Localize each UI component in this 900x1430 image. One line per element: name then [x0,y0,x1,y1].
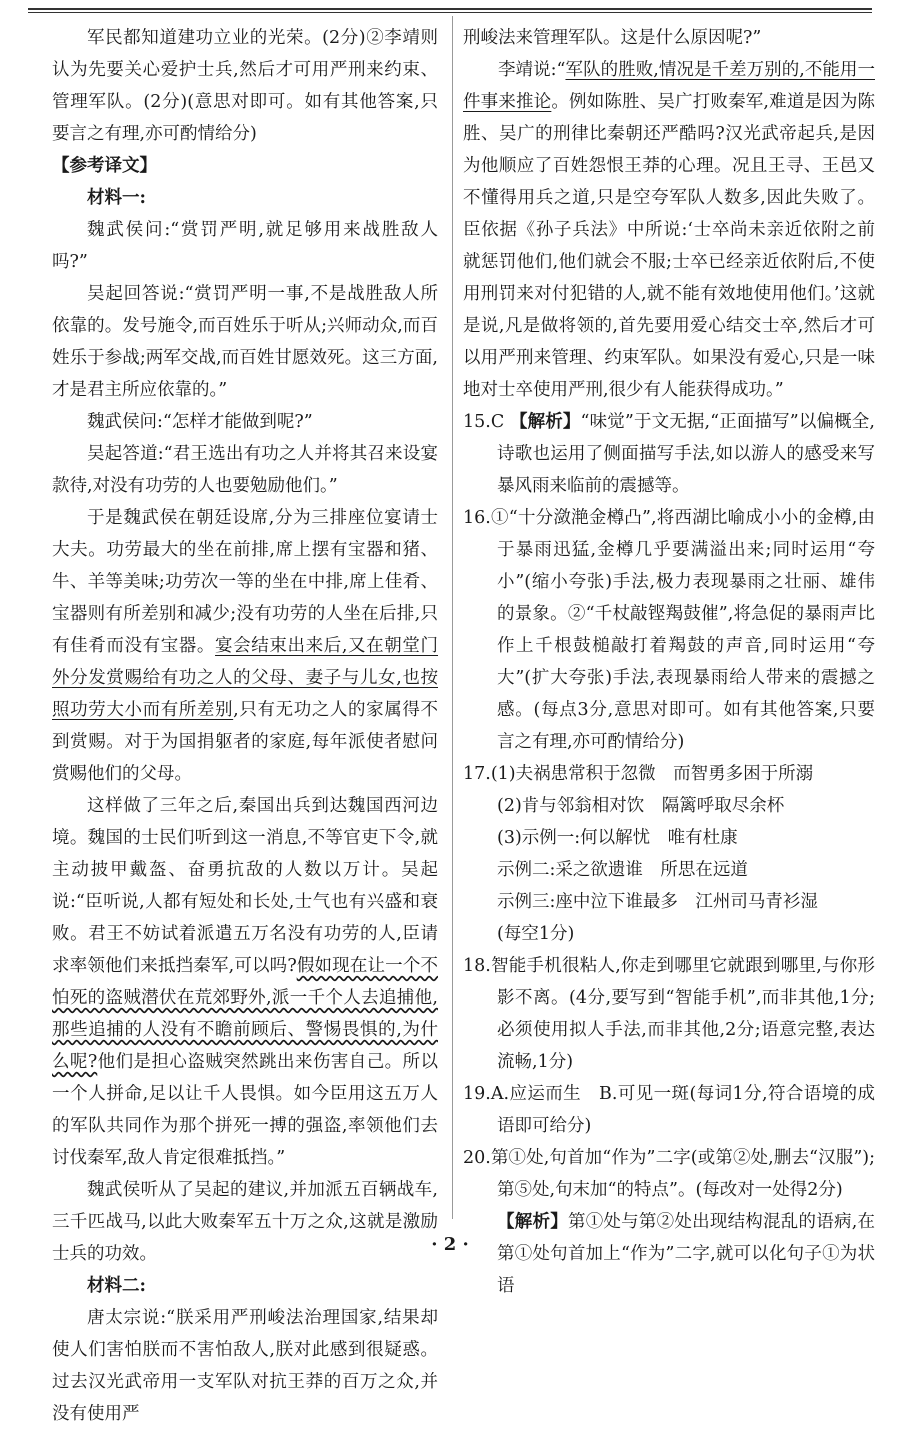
material-2-heading: 材料二: [87,1276,146,1296]
answer-20: 20.第①处,句首加“作为”二字(或第②处,删去“汉服”);第⑤处,句末加“的特点”。(每改对一处得2分) [463,1148,875,1200]
translation-paragraph: 魏武侯听从了吴起的建议,并加派五百辆战车,三千匹战马,以此大败秦军五十万之众,这就是激励士兵的功效。 [52,1180,438,1264]
answer-17-line-2: (2)肯与邻翁相对饮 隔篱呼取尽余杯 [497,796,785,816]
answer-number: 15.C [463,412,505,432]
wavy-underlined-sentence: 假如现在让一个不怕死的盗贼潜伏在荒郊野外,派一千个人去追捕他,那些追捕的人没有不瞻前顾后、警惕畏惧的,为什么呢? [52,956,438,1072]
paragraph-text: 李靖说:“ [498,60,566,80]
section-heading-translation: 【参考译文】 [52,156,157,176]
translation-paragraph [52,790,438,1174]
translation-paragraph: 魏武侯问:“怎样才能做到呢?” [87,412,313,432]
translation-paragraph: 刑峻法来管理军队。这是什么原因呢?” [463,28,762,48]
underlined-key-sentence: 宴会结束出来后,又在朝堂门外分发赏赐给有功之人的父母、妻子与儿女,也按照功劳大小而有所差别 [52,636,439,720]
translation-paragraph: 唐太宗说:“朕采用严刑峻法治理国家,结果却使人们害怕朕而不害怕敌人,朕对此感到很疑惑。过去汉光武帝用一支军队对抗王莽的百万之众,并没有使用严 [52,1308,438,1424]
paragraph-text: 这样做了三年之后,秦国出兵到达魏国西河边境。魏国的士民们听到这一消息,不等官吏下令,就主动披甲戴盔、奋勇抗敌的人数以万计。吴起说:“臣听说,人都有短处和长处,士气也有兴盛和衰败。君王不妨试着派遣五万名没有功劳的人,臣请求率领他们来抵挡秦军,可以吗? [52,796,438,976]
answer-17-line-3: (3)示例一:何以解忧 唯有杜康 [497,828,738,848]
answer-text: “味觉”于文无据,“正面描写”以偏概全,诗歌也运用了侧面描写手法,如以游人的感受来写暴风雨来临前的震撼等。 [497,412,875,496]
translation-paragraph: 吴起回答说:“赏罚严明一事,不是战胜敌人所依靠的。发号施令,而百姓乐于听从;兴师动众,而百姓乐于参战;两军交战,而百姓甘愿效死。这三方面,才是君主所应依靠的。” [52,284,438,400]
translation-paragraph [52,502,438,790]
underlined-key-sentence: 军队的胜败,情况是千差万别的,不能用一件事来推论 [463,60,875,112]
answer-17-scoring: (每空1分) [497,924,575,944]
top-rule-thin [28,12,872,13]
answer-17-line-5: 示例三:座中泣下谁最多 江州司马青衫湿 [497,892,818,912]
paragraph-text: ,只有无功之人的家属得不到赏赐。对于为国捐躯者的家庭,每年派使者慰问赏赐他们的父母。 [52,700,439,784]
answer-text: 第①处与第②处出现结构混乱的语病,在第①处句首加上“作为”二字,就可以化句子①为状语 [497,1212,876,1296]
page-number: · 2 · [431,1234,469,1255]
translation-paragraph: 魏武侯问:“赏罚严明,就足够用来战胜敌人吗?” [52,220,438,272]
left-column [52,22,438,1430]
column-divider [452,16,453,1219]
top-rule [28,8,872,10]
translation-paragraph [463,54,875,406]
answer-17-line-4: 示例二:采之欲遗谁 所思在远道 [497,860,748,880]
answer-15 [463,406,875,502]
translation-paragraph: 吴起答道:“君王选出有功之人并将其召来设宴款待,对没有功劳的人也要勉励他们。” [52,444,438,496]
answer-continuation: 军民都知道建功立业的光荣。(2分)②李靖则认为先要关心爱护士兵,然后才可用严刑来约束、管理军队。(2分)(意思对即可。如有其他答案,只要言之有理,亦可酌情给分) [52,28,438,144]
right-column [463,22,875,1302]
material-1-heading: 材料一: [87,188,146,208]
analysis-tag: 【解析】 [497,1212,568,1232]
answer-17-line-1: 17.(1)夫祸患常积于忽微 而智勇多困于所溺 [463,764,814,784]
paragraph-text: 于是魏武侯在朝廷设席,分为三排座位宴请士大夫。功劳最大的坐在前排,席上摆有宝器和猪、牛、羊等美味;功劳次一等的坐在中排,席上佳肴、宝器则有所差别和减少;没有功劳的人坐在后排,只有佳肴而没有宝器。 [52,508,438,656]
answer-16: 16.①“十分潋滟金樽凸”,将西湖比喻成小小的金樽,由于暴雨迅猛,金樽几乎要满溢出来;同时运用“夸小”(缩小夸张)手法,极力表现暴雨之壮丽、雄伟的景象。②“千杖敲铿羯鼓催”,将急促的暴雨声比作上千根鼓槌敲打着羯鼓的声音,同时运用“夸大”(扩大夸张)手法,表现暴雨给人带来的震撼之感。(每点3分,意思对即可。如有其他答案,只要言之有理,亦可酌情给分) [463,508,875,752]
answer-19: 19.A.应运而生 B.可见一斑(每词1分,符合语境的成语即可给分) [463,1084,875,1136]
answer-18: 18.智能手机很粘人,你走到哪里它就跟到哪里,与你形影不离。(4分,要写到“智能手机”,而非其他,1分;必须使用拟人手法,而非其他,2分;语意完整,表达流畅,1分) [463,956,875,1072]
analysis-tag: 【解析】 [509,412,581,432]
paragraph-text: 。例如陈胜、吴广打败秦军,难道是因为陈胜、吴广的刑律比秦朝还严酷吗?汉光武帝起兵,是因为他顺应了百姓怨恨王莽的心理。况且王寻、王邑又不懂得用兵之道,只是空夸军队人数多,因此失败了。臣依据《孙子兵法》中所说:‘士卒尚未亲近依附之前就惩罚他们,他们就会不服;士卒已经亲近依附后,不使用刑罚来对付犯错的人,就不能有效地使用他们。’这就是说,凡是做将领的,首先要用爱心结交士卒,然后才可以用严刑来管理、约束军队。如果没有爱心,只是一味地对士卒使用严刑,很少有人能获得成功。” [463,92,876,400]
paragraph-text: 他们是担心盗贼突然跳出来伤害自己。所以一个人拼命,足以让千人畏惧。如今臣用这五万人的军队共同作为那个拼死一搏的强盗,率领他们去讨伐秦军,敌人肯定很难抵挡。” [52,1052,438,1168]
